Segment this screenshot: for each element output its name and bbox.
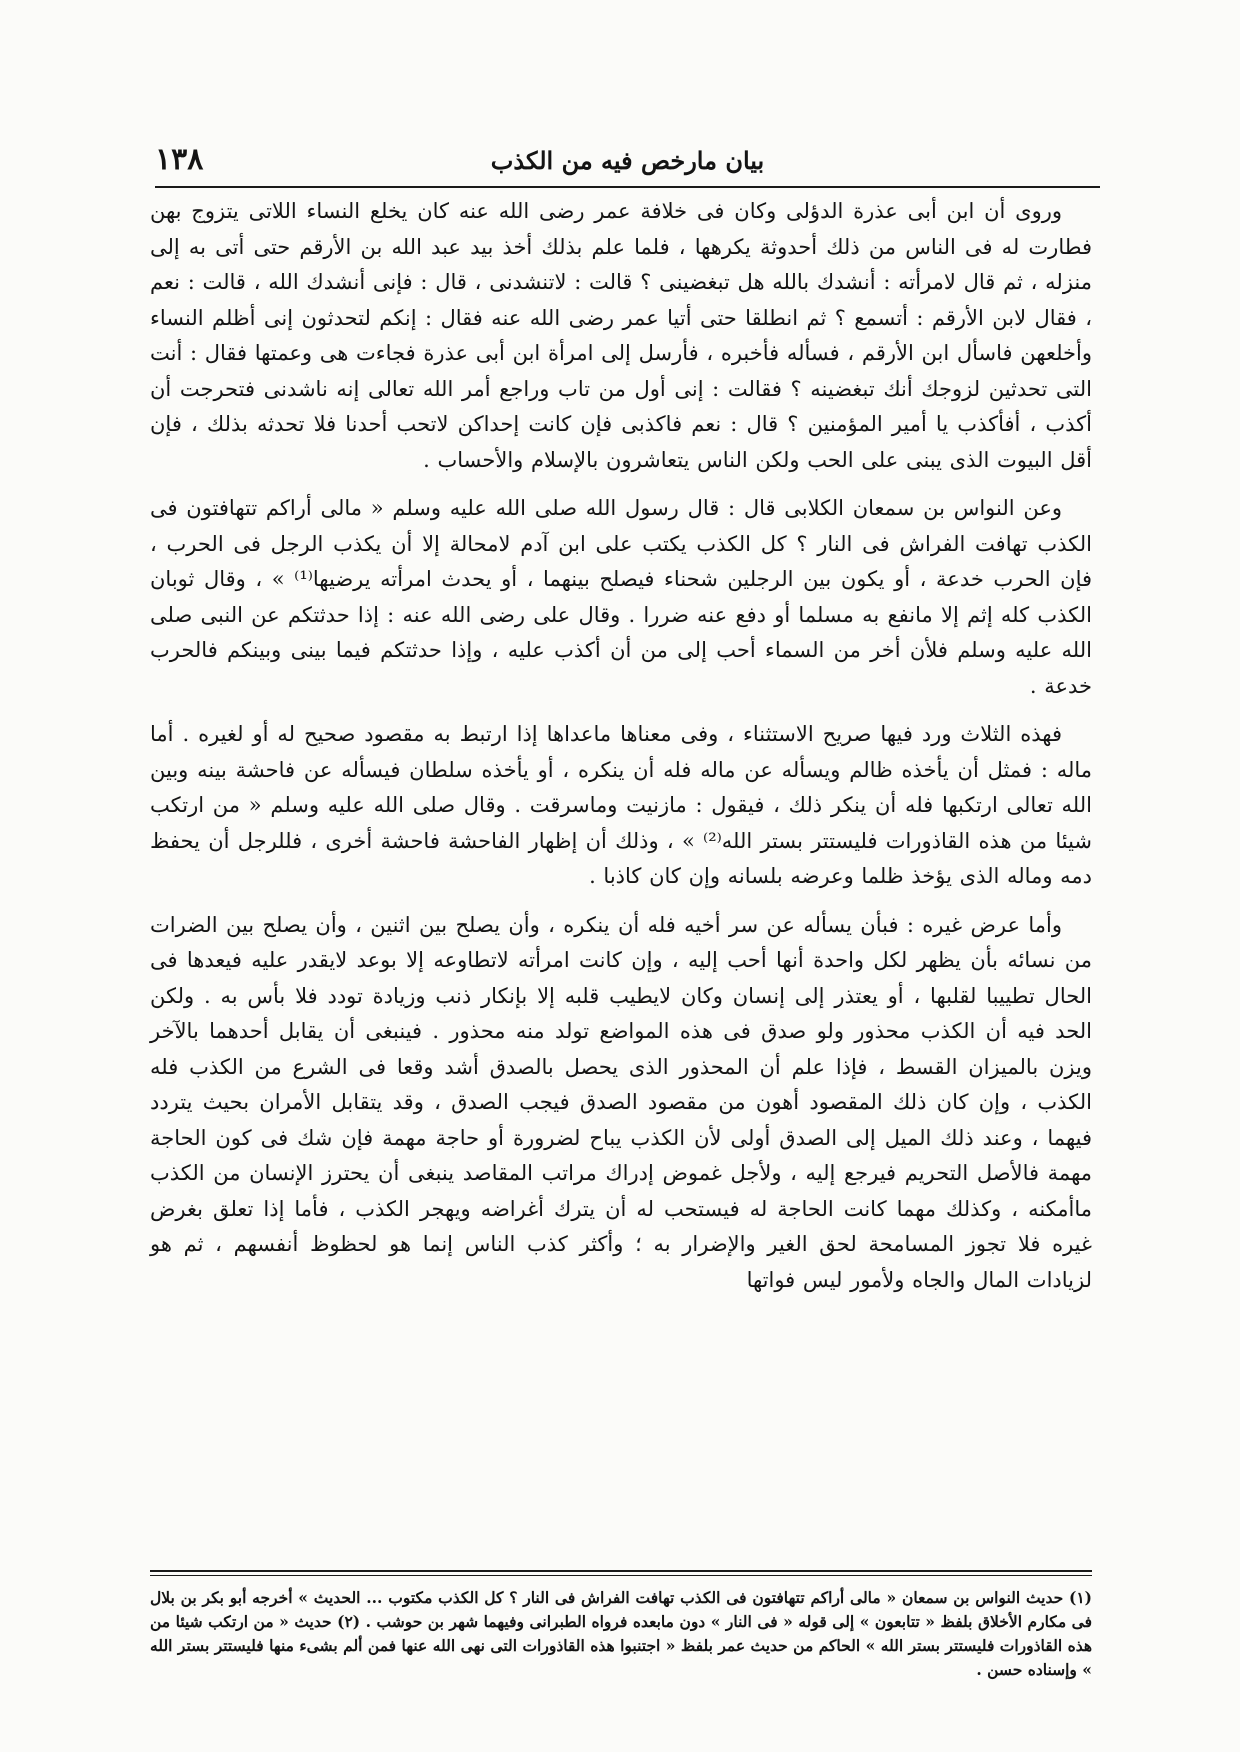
footnote-text: (١) حديث النواس بن سمعان « مالى أراكم تتهافتون فى الكذب تهافت الفراش فى النار ؟ كل الكذب مكتوب ... الحديث » أخرجه أبو بكر بن بلال فى مكارم الأخلاق بلفظ « تتابعون » إلى قوله « فى النار » دون مابعده فرواه الطبرانى وفيهما شهر بن حوشب . (٢) حديث « من ارتكب شيئا من هذه القاذورات فليستتر بستر الله » الحاكم من حديث عمر بلفظ « اجتنبوا هذه القاذورات التى نهى الله عنها فمن ألم بشىء منها فليستتر بستر الله » وإسناده حسن . [150,1588,1092,1679]
running-title: بيان مارخص فيه من الكذب [490,146,765,175]
paragraph-4: وأما عرض غيره : فبأن يسأله عن سر أخيه فله أن ينكره ، وأن يصلح بين اثنين ، وأن يصلح بين الضرات من نسائه بأن يظهر لكل واحدة أنها أحب إليه ، وإن كانت امرأته لاتطاوعه إلا بوعد لايقدر عليه فيعدها فى الحال تطييبا لقلبها ، أو يعتذر إلى إنسان وكان لايطيب قلبه إلا بإنكار ذنب وزيادة تودد فلا بأس به . ولكن الحد فيه أن الكذب محذور ولو صدق فى هذه المواضع تولد منه محذور . فينبغى أن يقابل أحدهما بالآخر ويزن بالميزان القسط ، فإذا علم أن المحذور الذى يحصل بالصدق أشد وقعا فى الشرع من الكذب فله الكذب ، وإن كان ذلك المقصود أهون من مقصود الصدق فيجب الصدق ، وقد يتقابل الأمران بحيث يتردد فيهما ، وعند ذلك الميل إلى الصدق أولى لأن الكذب يباح لضرورة أو حاجة مهمة فإن شك فى كون الحاجة مهمة فالأصل التحريم فيرجع إليه ، ولأجل غموض إدراك مراتب المقاصد ينبغى أن يحترز الإنسان من الكذب ماأمكنه ، وكذلك مهما كانت الحاجة له فيستحب له أن يترك أغراضه ويهجر الكذب ، فأما إذا تعلق بغرض غيره فلا تجوز المسامحة لحق الغير والإضرار به ؛ وأكثر كذب الناس إنما هو لحظوظ أنفسهم ، ثم هو لزيادات المال والجاه ولأمور ليس فواتها [150,912,1092,1292]
paragraph-3: فهذه الثلاث ورد فيها صريح الاستثناء ، وفى معناها ماعداها إذا ارتبط به مقصود صحيح له أو لغيره . أما ماله : فمثل أن يأخذه ظالم ويسأله عن ماله فله أن ينكره ، أو يأخذه سلطان فيسأله عن فاحشة بينه وبين الله تعالى ارتكبها فله أن ينكر ذلك ، فيقول : مازنيت وماسرقت . وقال صلى الله عليه وسلم « من ارتكب شيئا من هذه القاذورات فليستتر بستر الله⁽²⁾ » ، وذلك أن إظهار الفاحشة فاحشة أخرى ، فللرجل أن يحفظ دمه وماله الذى يؤخذ ظلما وعرضه بلسانه وإن كان كاذبا . [150,722,1092,888]
footnotes [150,1586,1092,1682]
page-header [155,140,1100,188]
paragraph-2: وعن النواس بن سمعان الكلابى قال : قال رسول الله صلى الله عليه وسلم « مالى أراكم تتهافتون فى الكذب تهافت الفراش فى النار ؟ كل الكذب يكتب على ابن آدم لامحالة إلا أن يكذب الرجل فى الحرب ، فإن الحرب خدعة ، أو يكون بين الرجلين شحناء فيصلح بينهما ، أو يحدث امرأته يرضيها⁽¹⁾ » ، وقال ثوبان الكذب كله إثم إلا مانفع به مسلما أو دفع عنه ضررا . وقال على رضى الله عنه : إذا حدثتكم عن النبى صلى الله عليه وسلم فلأن أخر من السماء أحب إلى من أن أكذب عليه ، وإذا حدثتكم فيما بينى وبينكم فالحرب خدعة . [150,496,1092,698]
main-text [150,194,1092,1311]
footnote-divider [150,1570,1092,1572]
footnote-divider-thin [150,1575,1092,1576]
page-number: ١٣٨ [155,142,204,177]
paragraph-1: وروى أن ابن أبى عذرة الدؤلى وكان فى خلافة عمر رضى الله عنه كان يخلع النساء اللاتى يتزوج بهن فطارت له فى الناس من ذلك أحدوثة يكرهها ، فلما علم بذلك أخذ بيد عبد الله بن الأرقم حتى أتى به إلى منزله ، ثم قال لامرأته : أنشدك بالله هل تبغضينى ؟ قالت : لاتنشدنى ، قال : فإنى أنشدك الله ، قالت : نعم ، فقال لابن الأرقم : أتسمع ؟ ثم انطلقا حتى أتيا عمر رضى الله عنه فقال : إنكم لتحدثون إنى أظلم النساء وأخلعهن فاسأل ابن الأرقم ، فسأله فأخبره ، فأرسل إلى امرأة ابن أبى عذرة فجاءت هى وعمتها فقال : أنت التى تحدثين لزوجك أنك تبغضينه ؟ فقالت : إنى أول من تاب وراجع أمر الله تعالى إنه ناشدنى فتحرجت أن أكذب ، أفأكذب يا أمير المؤمنين ؟ قال : نعم فاكذبى فإن كانت إحداكن لاتحب أحدنا فلا تحدثه بذلك ، فإن أقل البيوت الذى يبنى على الحب ولكن الناس يتعاشرون بالإسلام والأحساب . [150,199,1092,472]
